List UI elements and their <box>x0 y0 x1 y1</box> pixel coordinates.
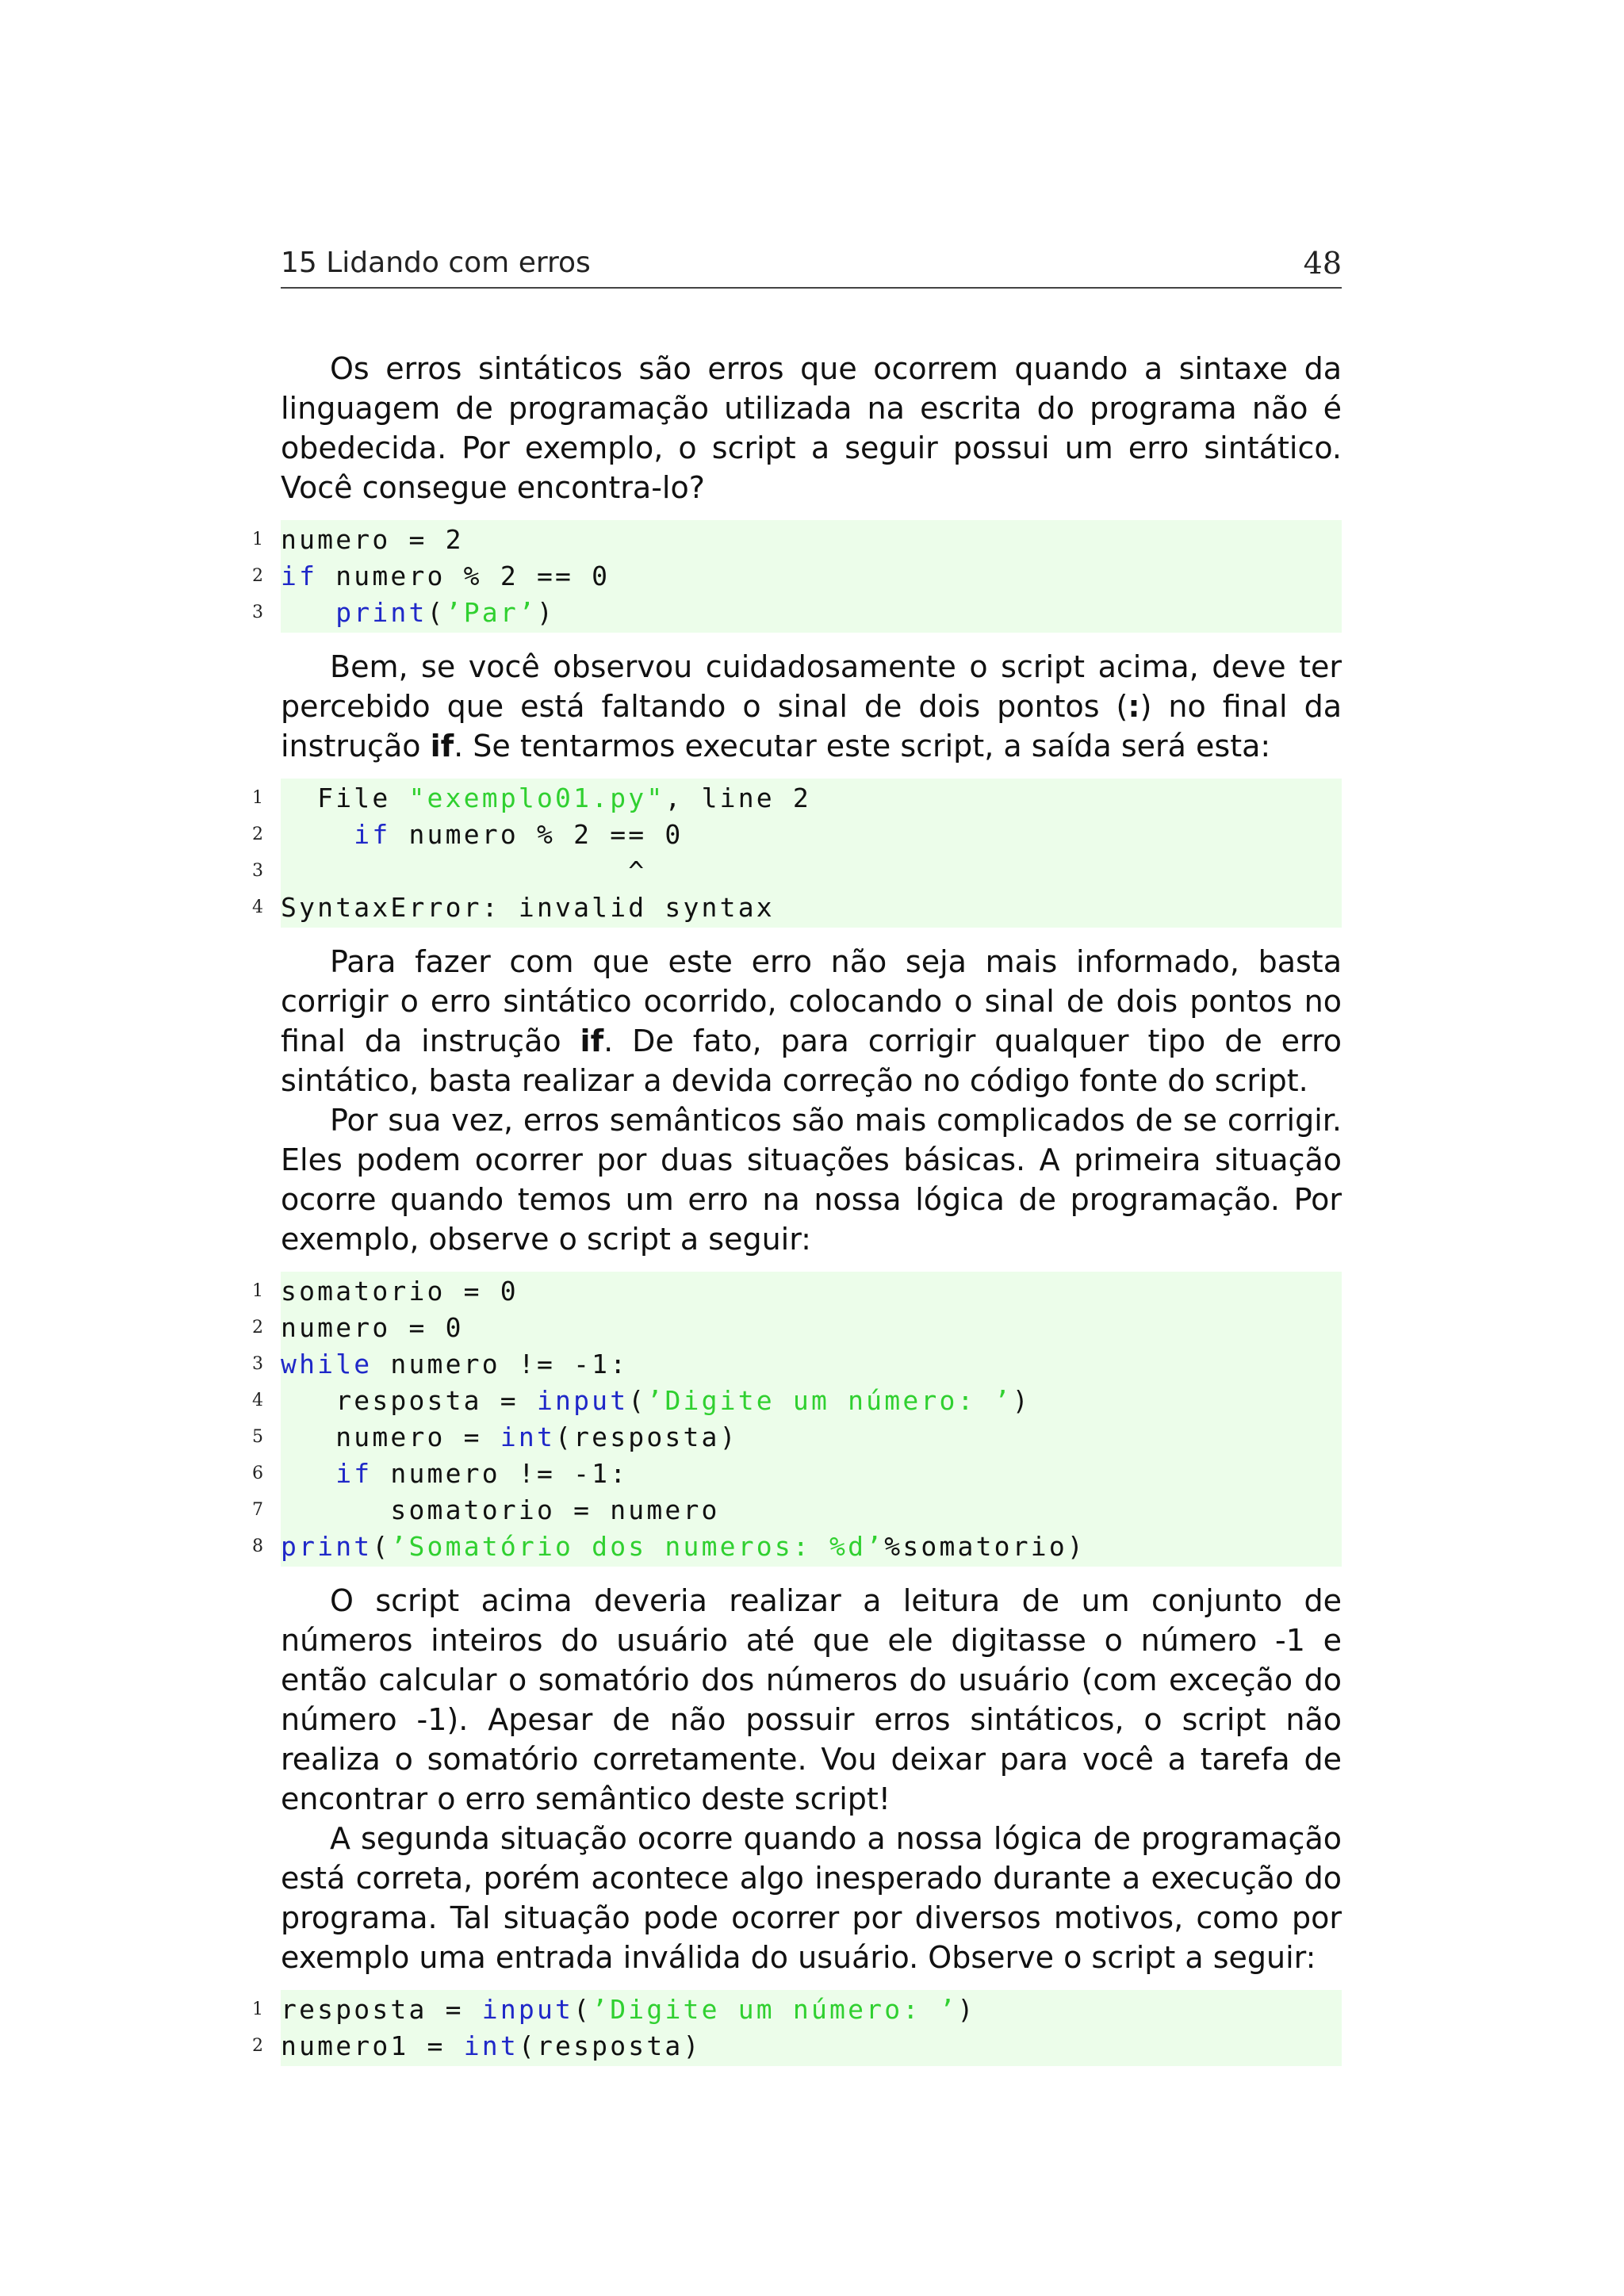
page-header <box>281 246 1342 289</box>
paragraph-text: . Se tentarmos executar este script, a saída será esta: <box>454 729 1271 763</box>
code-text: ) <box>536 597 556 628</box>
code-text: numero = <box>281 1422 500 1452</box>
code-keyword: if <box>335 1458 373 1489</box>
code-text: (resposta) <box>518 2030 702 2061</box>
code-text <box>281 597 335 628</box>
code-text: numero % 2 == 0 <box>317 561 611 591</box>
line-number: 3 <box>252 1354 263 1374</box>
code-line <box>252 1529 1342 1565</box>
paragraph <box>281 1819 1342 1977</box>
code-line <box>252 1346 1342 1383</box>
line-number: 3 <box>252 861 263 881</box>
code-line <box>252 522 1342 558</box>
code-text: ) <box>1012 1385 1031 1416</box>
code-text: ( <box>628 1385 647 1416</box>
paragraph-text: ) no final da instrução <box>281 689 1342 763</box>
code-text <box>281 819 354 850</box>
code-text: numero != -1: <box>372 1349 629 1380</box>
bold-text: if <box>430 729 454 763</box>
code-line <box>252 1456 1342 1492</box>
code-keyword: if <box>281 561 318 591</box>
line-number: 1 <box>252 788 263 808</box>
code-text: File <box>281 783 409 813</box>
code-text: SyntaxError: invalid syntax <box>281 892 775 923</box>
code-string: ’Somatório dos numeros: %d’ <box>390 1531 885 1562</box>
code-text: ( <box>427 597 446 628</box>
line-number: 1 <box>252 1281 263 1301</box>
code-text: numero != -1: <box>372 1458 629 1489</box>
paragraph <box>281 1100 1342 1259</box>
code-line <box>252 1492 1342 1529</box>
code-listing <box>252 779 1342 928</box>
code-line <box>252 595 1342 631</box>
code-text: %somatorio) <box>884 1531 1086 1562</box>
chapter-title: 15 Lidando com erros <box>281 247 591 279</box>
code-text <box>281 1458 335 1489</box>
code-text: resposta = <box>281 1994 482 2025</box>
paragraph-text: Bem, se você observou cuidadosamente o script acima, deve ter percebido que está faltando o sinal de dois pontos ( <box>281 649 1342 724</box>
code-keyword: int <box>463 2030 519 2061</box>
paragraph-text: Para fazer com que este erro não seja mais informado, basta corrigir o erro sintático ocorrido, colocando o sinal de dois pontos no final da instrução <box>281 944 1342 1058</box>
code-text: numero = 2 <box>281 524 464 555</box>
line-number: 1 <box>252 530 263 549</box>
code-keyword: input <box>481 1994 574 2025</box>
line-number: 7 <box>252 1500 263 1520</box>
line-number: 2 <box>252 566 263 586</box>
code-line <box>252 1273 1342 1310</box>
code-text: numero1 = <box>281 2030 464 2061</box>
code-line <box>252 1310 1342 1346</box>
code-listing <box>252 1990 1342 2066</box>
bold-text: : <box>1128 689 1140 724</box>
code-line <box>252 890 1342 926</box>
code-listing <box>252 1272 1342 1567</box>
code-keyword: input <box>536 1385 629 1416</box>
line-number: 1 <box>252 1999 263 2019</box>
code-line <box>252 780 1342 817</box>
line-number: 4 <box>252 897 263 917</box>
line-number: 2 <box>252 1318 263 1337</box>
code-text: ^ <box>281 855 647 886</box>
paragraph-text: O script acima deveria realizar a leitura de um conjunto de números inteiros do usuário até que ele digitasse o número -1 e então calcular o somatório dos números do usuário (com exceção do número -1). Apesar de não possuir erros sintáticos, o script não realiza o somatório corretamente. Vou deixar para você a tarefa de encontrar o erro semântico deste script! <box>281 1583 1342 1816</box>
code-keyword: int <box>500 1422 556 1452</box>
code-listing <box>252 520 1342 633</box>
code-line <box>252 853 1342 890</box>
code-line <box>252 1992 1342 2028</box>
paragraph <box>281 942 1342 1100</box>
paragraph <box>281 349 1342 507</box>
code-line <box>252 1419 1342 1456</box>
code-text: ) <box>957 1994 976 2025</box>
paragraph-text: Os erros sintáticos são erros que ocorrem quando a sintaxe da linguagem de programação utilizada na escrita do programa não é obedecida. Por exemplo, o script a seguir possui um erro sintático. Você consegue encontra-lo? <box>281 351 1342 505</box>
code-keyword: if <box>354 819 391 850</box>
code-keyword: print <box>335 597 427 628</box>
paragraph-text: A segunda situação ocorre quando a nossa lógica de programação está correta, porém acontece algo inesperado durante a execução do programa. Tal situação pode ocorrer por diversos motivos, como por exemplo uma entrada inválida do usuário. Observe o script a seguir: <box>281 1821 1342 1975</box>
code-text: ( <box>372 1531 391 1562</box>
paragraph-text: . De fato, para corrigir qualquer tipo de erro sintático, basta realizar a devida correção no código fonte do script. <box>281 1024 1342 1098</box>
code-text: numero % 2 == 0 <box>390 819 684 850</box>
line-number: 4 <box>252 1391 263 1410</box>
paragraph-text: Por sua vez, erros semânticos são mais complicados de se corrigir. Eles podem ocorrer por duas situações básicas. A primeira situação ocorre quando temos um erro na nossa lógica de programação. Por exemplo, observe o script a seguir: <box>281 1103 1342 1257</box>
line-number: 6 <box>252 1464 263 1483</box>
page-body <box>252 349 1342 2080</box>
code-line <box>252 1383 1342 1419</box>
paragraph <box>281 1581 1342 1819</box>
code-string: ’Par’ <box>445 597 537 628</box>
code-line <box>252 2028 1342 2064</box>
code-text: somatorio = 0 <box>281 1276 519 1307</box>
code-string: ’Digite um número: ’ <box>592 1994 958 2025</box>
code-string: ’Digite um número: ’ <box>646 1385 1013 1416</box>
line-number: 2 <box>252 2036 263 2056</box>
line-number: 5 <box>252 1427 263 1447</box>
code-keyword: while <box>281 1349 373 1380</box>
code-line <box>252 558 1342 595</box>
line-number: 3 <box>252 603 263 622</box>
line-number: 8 <box>252 1536 263 1556</box>
bold-text: if <box>580 1024 604 1058</box>
line-number: 2 <box>252 825 263 844</box>
paragraph <box>281 647 1342 766</box>
code-keyword: print <box>281 1531 373 1562</box>
code-line <box>252 817 1342 853</box>
page-number: 48 <box>1303 246 1342 281</box>
code-text: numero = 0 <box>281 1312 464 1343</box>
code-text: (resposta) <box>555 1422 738 1452</box>
code-string: "exemplo01.py" <box>408 783 665 813</box>
code-text: , line 2 <box>665 783 811 813</box>
code-text: ( <box>573 1994 592 2025</box>
code-text: resposta = <box>281 1385 537 1416</box>
code-text: somatorio = numero <box>281 1494 720 1525</box>
